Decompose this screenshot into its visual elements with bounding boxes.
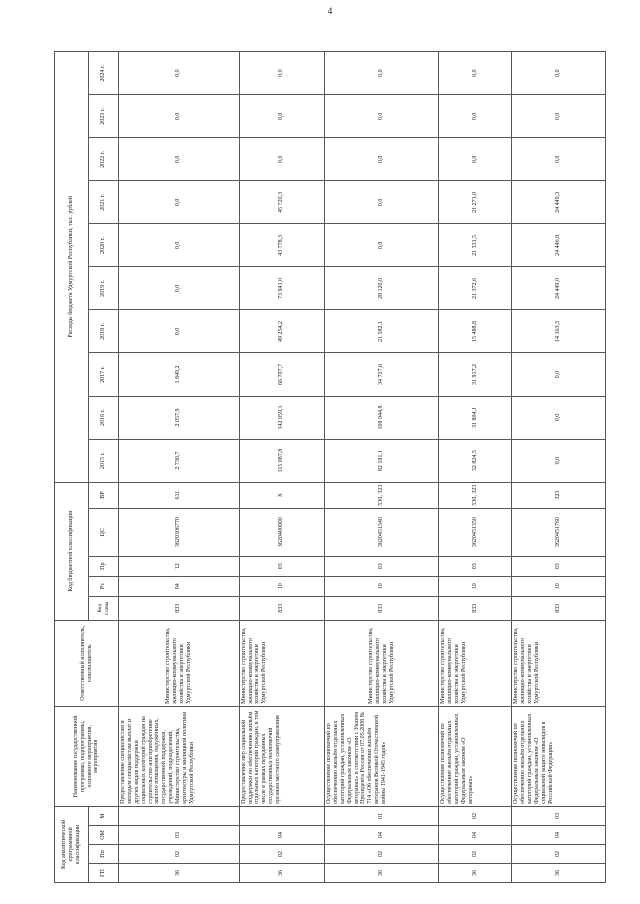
header-gp: ГП [89,863,119,882]
cell-value: 43 778,3 [239,224,324,267]
cell-om: 04 [239,825,324,844]
cell-grbs: 833 [512,596,606,620]
header-expenses: Расходы бюджета Удмуртской Республики, тыс. рублей [55,52,89,483]
cell-pr: 03 [325,556,439,576]
cell-name: Осуществление полномочий по обеспечению жильём отдельных категорий граждан, установленных Федеральным законом «О социальной защите инвалидов в Российской Федерации» [512,706,606,806]
cell-gp: 36 [439,863,512,882]
cell-value: 0,0 [512,396,606,439]
rotated-table-container [54,51,606,883]
cell-value: 108 944,8 [325,396,439,439]
header-year: 2016 г. [89,396,119,439]
cell-value: 0,0 [239,52,324,95]
cell-value: 0,0 [512,95,606,138]
cell-m: 02 [439,806,512,825]
cell-pr: 12 [119,556,240,576]
header-year: 2020 г. [89,224,119,267]
cell-value: 66 707,7 [239,353,324,396]
cell-value: 2 057,9 [119,396,240,439]
cell-value: 0,0 [325,95,439,138]
cell-om: 04 [325,825,439,844]
cell-cs: 3620400000 [239,508,324,556]
cell-gp: 36 [119,863,240,882]
cell-om: 03 [119,825,240,844]
cell-m: 03 [512,806,606,825]
cell-cs: 3620451350 [439,508,512,556]
cell-pr: 03 [439,556,512,576]
cell-value: 73 941,0 [239,267,324,310]
cell-cs: 3620306770 [119,508,240,556]
cell-vr: 530, 323 [325,482,439,508]
cell-value: 0,0 [239,138,324,181]
cell-value: 0,0 [512,52,606,95]
cell-gp: 36 [239,863,324,882]
cell-name: Осуществление полномочий по обеспечению жильём отдельных категорий граждан, установленных Федеральным законом «О ветеранах» в соответствии с Указом Президента России от 07.05.2008 № 714 «Об обеспечении жильём ветеранов Великой Отечественной войны 1941-1945 годов» [325,706,439,806]
cell-name: Предоставление мер социальной поддержки по обеспечению жильём отдельных категорий граждан, в том числе в рамках переданных государственных полномочий органам местного самоуправления [239,706,324,806]
cell-value: 0,0 [119,267,240,310]
header-year: 2023 г. [89,95,119,138]
cell-pr: 03 [239,556,324,576]
cell-value: 0,0 [325,181,439,224]
cell-vr: 611 [119,482,240,508]
cell-value: 15 488,8 [439,310,512,353]
cell-value: 0,0 [239,95,324,138]
cell-value: 82 181,1 [325,439,439,482]
cell-executor: Министерство строительства, жилищно-коммунального хозяйства и энергетики Удмуртской Республики [439,620,512,706]
cell-value: 0,0 [512,439,606,482]
cell-value: 0,0 [119,52,240,95]
header-vr: ВР [89,482,119,508]
cell-value: 0,0 [439,95,512,138]
cell-executor: Министерство строительства, жилищно-коммунального хозяйства и энергетики Удмуртской Республики [239,620,324,706]
cell-m [119,806,240,825]
cell-value: 0,0 [325,52,439,95]
cell-value: 21 331,5 [439,224,512,267]
cell-pp: 02 [119,844,240,863]
table-row [119,52,240,883]
header-year: 2018 г. [89,310,119,353]
cell-value: 0,0 [119,138,240,181]
header-grbs: Код главы [89,596,119,620]
cell-cs: 3620451760 [512,508,606,556]
header-year: 2024 г. [89,52,119,95]
cell-executor: Министерство строительства, жилищно-коммунального хозяйства и энергетики Удмуртской Республики [512,620,606,706]
header-year: 2022 г. [89,138,119,181]
cell-rz: 10 [239,576,324,596]
header-pp: Пп [89,844,119,863]
cell-name: Предоставление специалистам и молодым специалистам выплат и других видов поддержки социальных категорий граждан на строительство или приобретение жилого помещения, окружённых, государственной поддержки, учреждений, подразделений, Министерство строительства, архитектуры и жилищной политики Удмуртской Республики [119,706,240,806]
cell-value: 0,0 [439,52,512,95]
cell-value: 0,0 [512,353,606,396]
cell-value: 0,0 [119,95,240,138]
cell-grbs: 833 [325,596,439,620]
cell-value: 31 917,2 [439,353,512,396]
cell-value: 21 582,1 [325,310,439,353]
cell-m [239,806,324,825]
cell-pp: 02 [512,844,606,863]
cell-value: 1 849,2 [119,353,240,396]
cell-m: 01 [325,806,439,825]
page-number: 4 [327,6,333,16]
cell-gp: 36 [325,863,439,882]
header-executor: Ответственный исполнитель, соисполнитель [55,620,119,706]
cell-value: 32 824,5 [439,439,512,482]
cell-value: 142 059,1 [239,396,324,439]
budget-table [54,51,606,883]
cell-value: 24 449,3 [512,181,606,224]
cell-value: 0,0 [325,138,439,181]
cell-value: 21 271,0 [439,181,512,224]
cell-value: 24 446,8 [512,224,606,267]
cell-value: 28 120,0 [325,267,439,310]
table-row [325,52,439,883]
header-year: 2019 г. [89,267,119,310]
header-om: ОМ [89,825,119,844]
header-pr: Пр [89,556,119,576]
cell-om: 04 [512,825,606,844]
cell-value: 2 730,7 [119,439,240,482]
cell-value: 0,0 [119,181,240,224]
cell-value: 0,0 [119,224,240,267]
cell-value: 0,0 [512,138,606,181]
cell-value: 34 727,6 [325,353,439,396]
header-year: 2017 г. [89,353,119,396]
cell-grbs: 833 [119,596,240,620]
cell-rz: 04 [119,576,240,596]
cell-pp: 02 [239,844,324,863]
cell-pp: 02 [325,844,439,863]
header-year: 2015 г. [89,439,119,482]
cell-pr: 03 [512,556,606,576]
header-rz: Рз [89,576,119,596]
cell-value: 21 372,6 [439,267,512,310]
cell-value: 115 087,8 [239,439,324,482]
cell-value: 45 720,3 [239,181,324,224]
cell-om: 04 [439,825,512,844]
cell-value: 0,0 [439,138,512,181]
cell-value: 24 449,0 [512,267,606,310]
cell-value: 49 254,2 [239,310,324,353]
cell-vr: 530, 323 [439,482,512,508]
header-m: М [89,806,119,825]
cell-grbs: 833 [239,596,324,620]
cell-value: 0,0 [119,310,240,353]
cell-value: 14 163,3 [512,310,606,353]
table-row [239,52,324,883]
header-program-code: Код аналитической программной классификации [55,806,89,882]
header-name: Наименование государственной программы, подпрограммы, основного мероприятия, мероприятия [55,706,119,806]
table-row [439,52,512,883]
cell-executor: Министерство строительства, жилищно-коммунального хозяйства и энергетики Удмуртской Республики [119,620,240,706]
cell-pp: 02 [439,844,512,863]
cell-executor: Министерство строительства, жилищно-коммунального хозяйства и энергетики Удмуртской Республики [325,620,439,706]
cell-cs: 3620451340 [325,508,439,556]
cell-value: 0,0 [325,224,439,267]
cell-vr: Х [239,482,324,508]
table-row [512,52,606,883]
cell-gp: 36 [512,863,606,882]
header-budget-code: Код бюджетной классификации [55,482,89,620]
cell-value: 31 804,1 [439,396,512,439]
cell-grbs: 833 [439,596,512,620]
header-cs: ЦС [89,508,119,556]
cell-rz: 10 [512,576,606,596]
cell-name: Осуществление полномочий по обеспечению жильём отдельных категорий граждан, установленных Федеральным законом «О ветеранах» [439,706,512,806]
cell-rz: 10 [439,576,512,596]
header-year: 2021 г. [89,181,119,224]
cell-rz: 10 [325,576,439,596]
cell-vr: 323 [512,482,606,508]
